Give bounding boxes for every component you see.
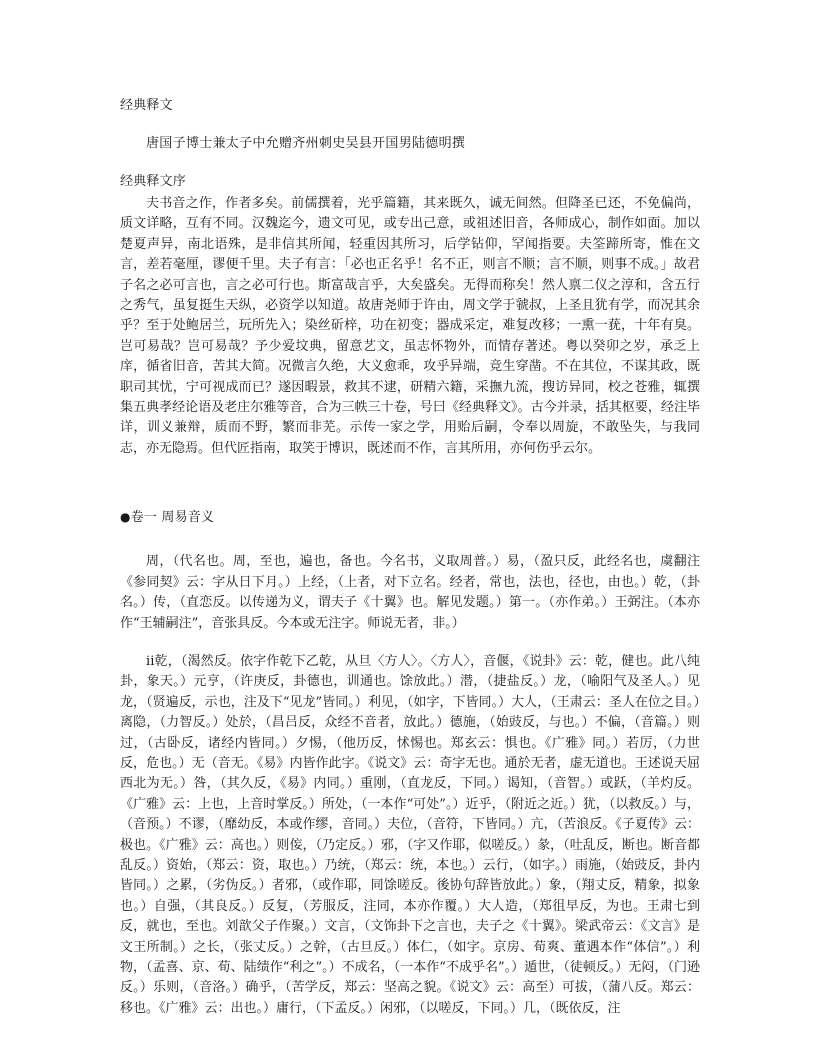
preface-heading: 经典释文序 [120,174,187,189]
spacer [120,634,700,650]
document-title: 经典释文 [120,98,173,113]
preface-body-paragraph: 夫书音之作，作者多矣。前儒撰着，光乎篇籍，其来既久，诚无间然。但降圣已还，不免偏尚，质文详略，互有不同。汉魏迄今，遗文可见，或专出己意，或祖述旧音，各师成心，制作如面。加以楚夏声异，南北语殊，是非信其所闻，轻重因其所习，后学钻仰，罕闻指要。夫筌蹄所寄，惟在文言，差若毫厘，谬便千里。夫子有言：「必也正名乎！名不正，则言不顺；言不顺，则事不成。」故君子名之必可言也，言之必可行也。斯富哉言乎，大矣盛矣。无得而称矣！然人禀二仪之淳和，含五行之秀气，虽复挺生天纵，必资学以知道。故唐尧师于许由，周文学于虢叔，上圣且犹有学，而况其余乎？至于处鲍居兰，玩所先入；染丝斫梓，功在初变；器成采定，难复改移；一熏一莸，十年有臭。岂可易哉？岂可易哉？予少爱坟典，留意艺文，虽志怀物外，而情存著述。粤以癸卯之岁，承乏上庠，循省旧音，苦其大简。况微言久绝，大义愈乖，攻乎异端，竞生穿凿。不在其位，不谋其政，既职司其忧，宁可视成而已？遂因暇景，救其不逮，研精六籍，采撫九流，搜访异同，校之苍雅，辄撰集五典孝经论语及老庄尔雅等音，合为三帙三十卷，号曰《经典释文》。古今并录，括其枢要，经注毕详，训义兼辩，质而不野，繁而非芜。示传一家之学，用贻后嗣，令奉以周旋，不敢坠失，与我同志，亦无隐焉。但代匠指南，取笑于博识，既述而不作，言其所用，亦何伤乎云尔。 [120,196,700,456]
entry-qian-paragraph: ⅰⅰ乾，（渴然反。依字作乾下乙乾，从旦〈方人〉。〈方人〉，音偃，《说卦》云：乾，健也。此八纯卦，象天。）元亨，（许庚反，卦德也，训通也。馀放此。）潜，（捷盐反。）龙，（喻阳气及圣人。）见龙，（贤遍反，示也，注及下“见龙”皆同。）利见，（如字，下皆同。）大人，（王肃云：圣人在位之目。）离隐，（力智反。）处於，（昌吕反，众经不音者，放此。）德施，（始豉反，与也。）不偏，（音篇。）则过，（古卧反，诸经内皆同。）夕惕，（他历反，怵惕也。郑玄云：惧也。《广雅》同。）若厉，（力世反，危也。）无（音无。《易》内皆作此字。《说文》云：奇字无也。通於无者，虚无道也。王述说天屈西北为无。）咎，（其久反，《易》内同。）重刚，（直龙反，下同。）谒知，（音智。）或跃，（羊灼反。《广雅》云：上也，上音时掌反。）所处，（一本作“可处”。）近乎，（附近之近。）犹，（以救反。）与，（音预。）不谬，（靡幼反，本或作缪，音同。）夫位，（音符，下皆同。）亢，（苦浪反。《子夏传》云：极也。《广雅》云：高也。）则侫，（乃定反。）邪，（字又作耶，似嗟反。）彖，（吐乱反，断也。断音都乱反。）资始，（郑云：资，取也。）乃统，（郑云：统，本也。）云行，（如字。）雨施，（始豉反，卦内皆同。）之累，（劣伪反。）者邪，（或作耶，同馀嗟反。後协句辞皆放此。）象，（翔丈反，精象，拟象也。）自强，（其良反。）反复，（芳服反，注同，本亦作覆。）大人造，（郑徂早反，为也。王肃七到反，就也，至也。刘歆父子作聚。）文言，（文饰卦下之言也，夫子之《十翼》。梁武帝云：《文言》是文王所制。）之长，（张丈反。）之幹，（古旦反。）体仁，（如字。京房、荀爽、董遇本作“体信”。）利物，（孟喜、京、荀、陆绩作“利之”。）不成名，（一本作“不成乎名”。）遁世，（徒顿反。）无闷，（门逊反。）乐则，（音洛。）确乎，（苦学反，郑云：坚高之貌。《说文》云：高至）可拔，（蒲八反。郑云：移也。《广雅》云：出也。）庸行，（下孟反。）闲邪，（以嗟反，下同。）几，（既依反，注 [120,653,700,1016]
bullet-icon: ● [120,510,131,525]
document-byline: 唐国子博士兼太子中允赠齐州刺史吴县开国男陆德明撰 [146,136,466,151]
volume-header [120,507,700,528]
entry-zhou-yi-paragraph: 周，（代名也。周，至也，遍也，备也。今名书，义取周普。）易，（盈只反，此经名也，虞翻注《参同契》云：字从日下月。）上经，（上者，对下立名。经者，常也，法也，径也，由也。）乾，（卦名。）传，（直恋反。以传递为义，谓夫子《十翼》也。解见发题。）第一。（亦作弟。）王弼注。（本亦作“王辅嗣注”，音张具反。今本或无注字。师说无者，非。） [120,554,700,631]
document-content [120,96,700,1019]
spacer [120,528,700,550]
volume-header-label: 卷一 周易音义 [130,510,215,526]
